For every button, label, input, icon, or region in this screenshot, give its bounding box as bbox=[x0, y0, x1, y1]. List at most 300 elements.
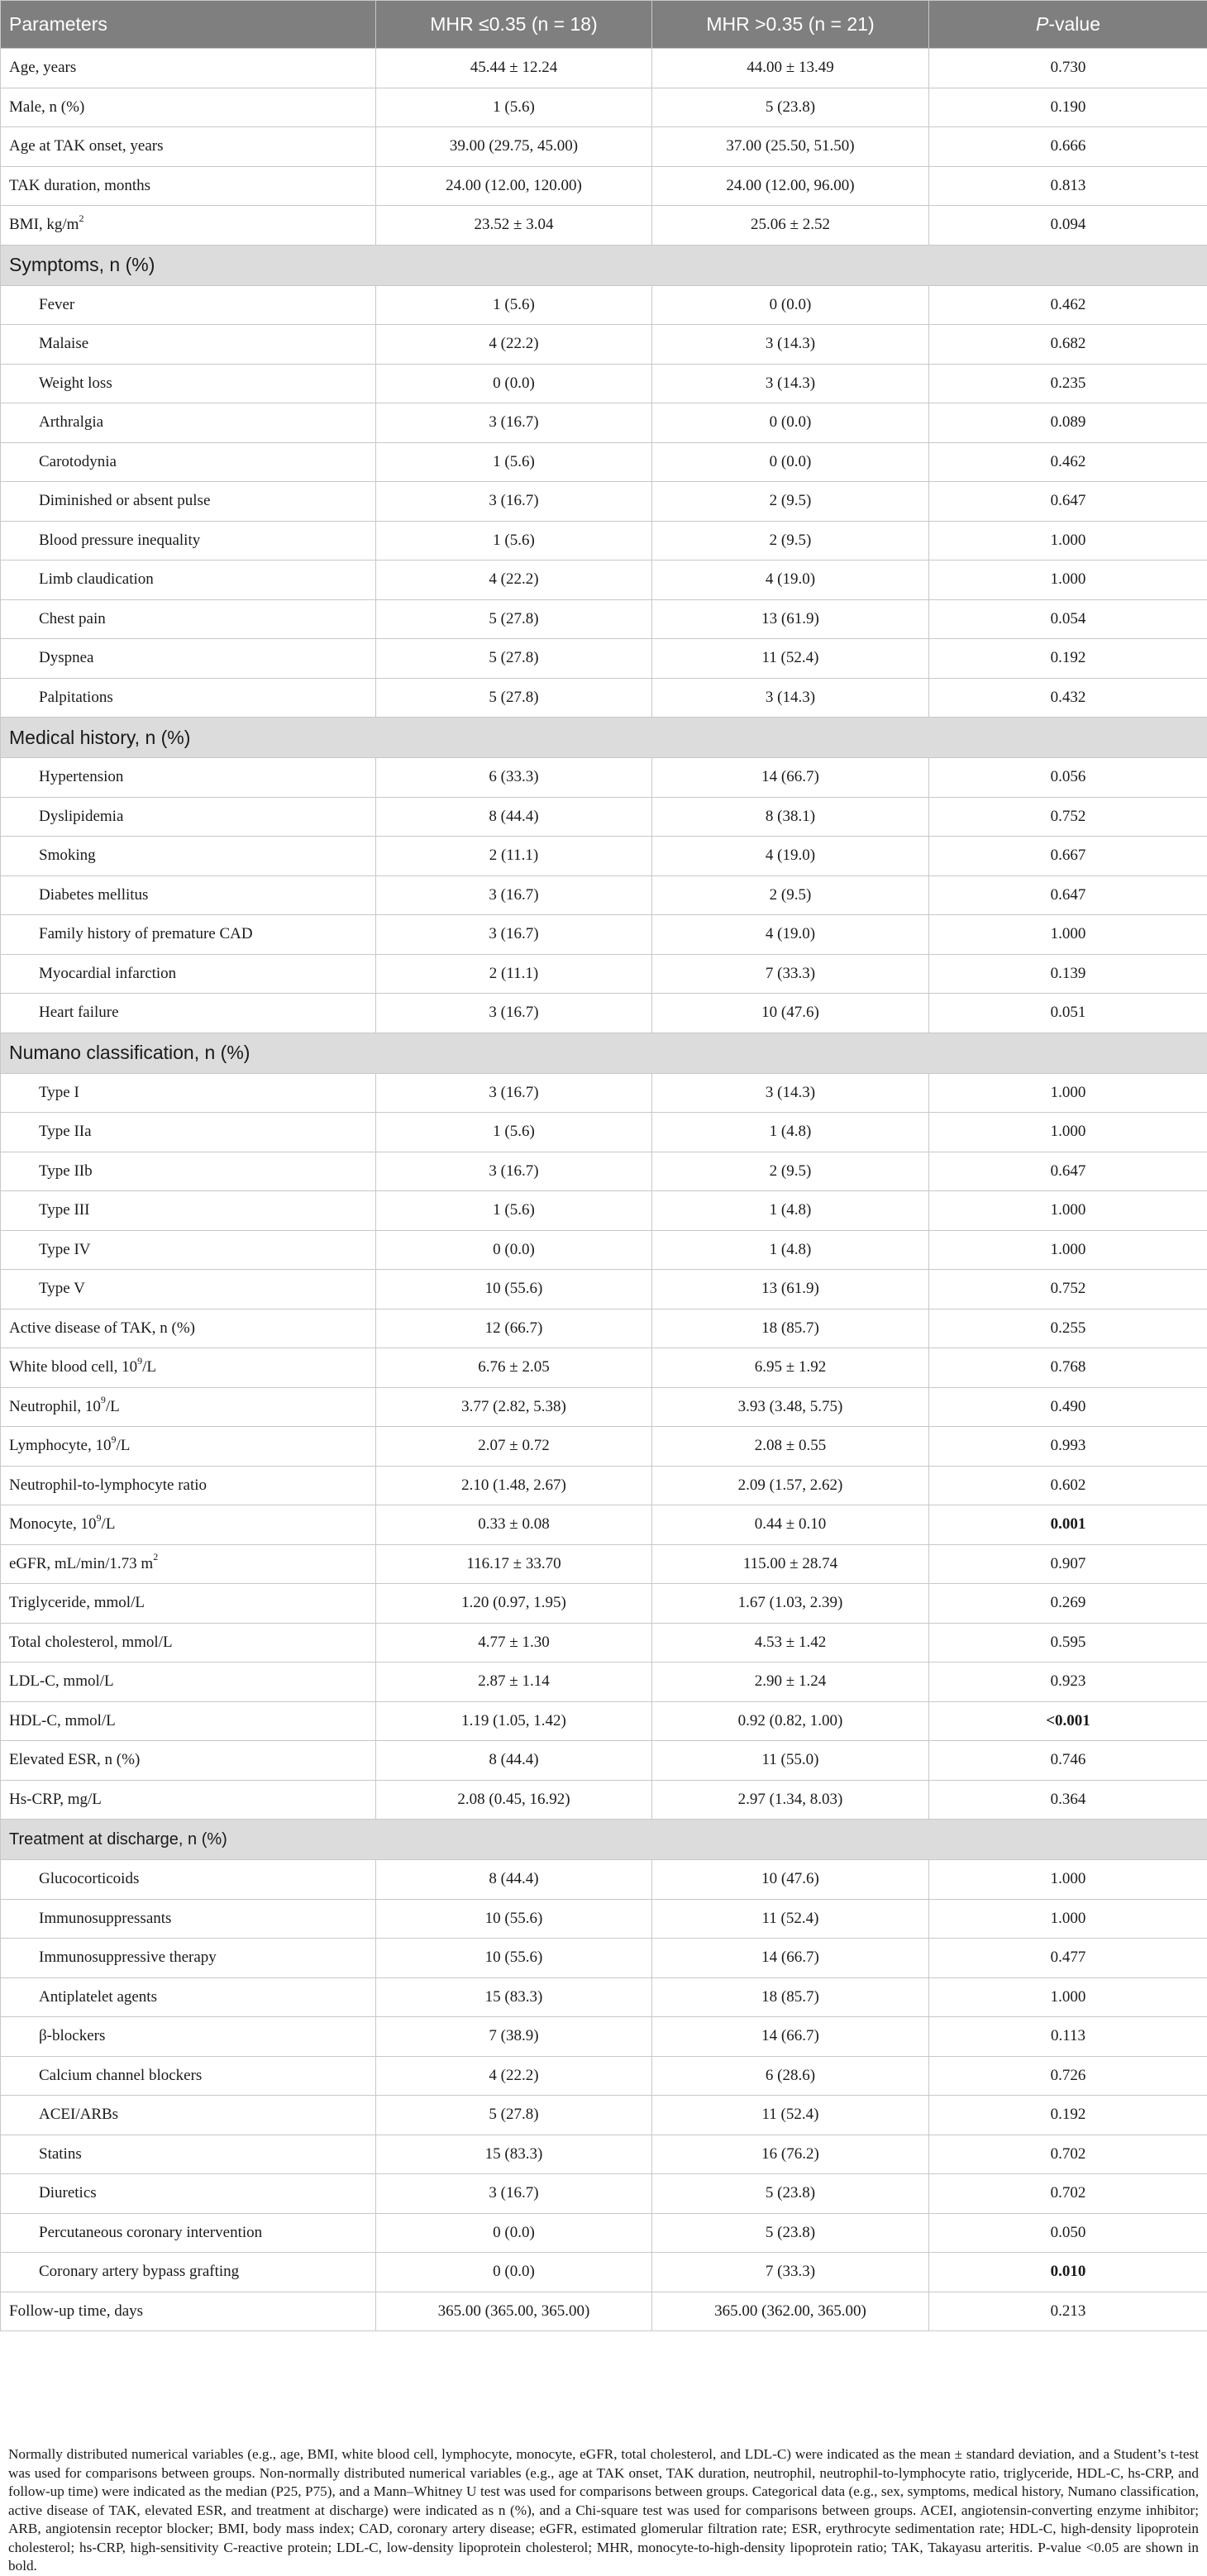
cell-mhr-low: 24.00 (12.00, 120.00) bbox=[376, 166, 652, 206]
table-row bbox=[1, 1701, 1207, 1741]
row-label bbox=[1, 994, 376, 1033]
row-label-text: Type III bbox=[39, 1201, 89, 1219]
cell-mhr-low: 8 (44.4) bbox=[376, 1741, 652, 1781]
cell-mhr-high: 115.00 ± 28.74 bbox=[652, 1544, 929, 1584]
cell-mhr-low: 0.33 ± 0.08 bbox=[376, 1505, 652, 1545]
header-p-italic: P bbox=[1036, 13, 1048, 35]
row-label bbox=[1, 1662, 376, 1702]
cell-p-value: 0.235 bbox=[929, 364, 1207, 403]
cell-mhr-high: 14 (66.7) bbox=[652, 758, 929, 798]
row-label-text: Chest pain bbox=[39, 610, 106, 627]
cell-mhr-high: 6 (28.6) bbox=[652, 2056, 929, 2096]
cell-mhr-high: 13 (61.9) bbox=[652, 1270, 929, 1309]
row-label bbox=[1, 521, 376, 561]
row-label-suffix: /L bbox=[116, 1437, 130, 1454]
cell-p-value: 0.462 bbox=[929, 442, 1207, 482]
table-row bbox=[1, 875, 1207, 915]
table-row bbox=[1, 206, 1207, 246]
cell-p-value: 0.089 bbox=[929, 403, 1207, 443]
row-label bbox=[1, 1073, 376, 1113]
table-row bbox=[1, 1270, 1207, 1309]
cell-mhr-low: 3 (16.7) bbox=[376, 1152, 652, 1191]
cell-mhr-high: 0.44 ± 0.10 bbox=[652, 1505, 929, 1545]
row-label bbox=[1, 2096, 376, 2135]
cell-mhr-high: 11 (52.4) bbox=[652, 639, 929, 679]
table-row bbox=[1, 1152, 1207, 1191]
cell-p-value: 0.682 bbox=[929, 325, 1207, 365]
row-label bbox=[1, 954, 376, 994]
row-label-superscript: 9 bbox=[137, 1355, 142, 1367]
row-label-text: Arthralgia bbox=[39, 413, 103, 431]
cell-p-value: 0.192 bbox=[929, 2096, 1207, 2135]
table-footnote: Normally distributed numerical variables (e.g., age, BMI, white blood cell, lymphocyte, monocyte, eGFR, total cholesterol, and LDL-C) were indicated as the mean ± standard deviation, and a Student’s t-test was used for comparisons between groups. Non-normally distributed numerical variables (e.g., age at TAK onset, TAK duration, neutrophil, neutrophil-to-lymphocyte ratio, triglyceride, HDL-C, hs-CRP, and follow-up time) were indicated as the median (P25, P75), and a Mann–Whitney U test was used for comparisons between groups. Categorical data (e.g., sex, symptoms, medical history, Numano classification, active disease of TAK, elevated ESR, and treatment at discharge) were indicated as n (%), and a Chi-square test was used for comparisons between groups. ACEI, angiotensin-converting enzyme inhibitor; ARB, angiotensin receptor blocker; BMI, body mass index; CAD, coronary artery disease; eGFR, estimated glomerular filtration rate; ESR, erythrocyte sedimentation rate; HDL-C, high-density lipoprotein cholesterol; hs-CRP, high-sensitivity C-reactive protein; LDL-C, low-density lipoprotein cholesterol; MHR, monocyte-to-high-density lipoprotein ratio; TAK, Takayasu arteritis. P-value <0.05 are shown in bold. bbox=[8, 2445, 1199, 2576]
cell-p-value: 1.000 bbox=[929, 1860, 1207, 1900]
cell-mhr-high: 18 (85.7) bbox=[652, 1309, 929, 1348]
row-label-text: Dyslipidemia bbox=[39, 808, 123, 825]
table-row bbox=[1, 994, 1207, 1033]
row-label bbox=[1, 2017, 376, 2057]
row-label-text: Weight loss bbox=[39, 374, 112, 392]
table-row bbox=[1, 2253, 1207, 2292]
row-label-text: Lymphocyte, 10 bbox=[9, 1437, 111, 1454]
cell-p-value: 0.056 bbox=[929, 758, 1207, 798]
cell-mhr-low: 7 (38.9) bbox=[376, 2017, 652, 2057]
table-row bbox=[1, 1466, 1207, 1505]
row-label-text: Fever bbox=[39, 296, 74, 313]
row-label-text: Antiplatelet agents bbox=[39, 1988, 157, 2006]
table-row bbox=[1, 325, 1207, 365]
cell-p-value: 1.000 bbox=[929, 1073, 1207, 1113]
cell-p-value: 0.113 bbox=[929, 2017, 1207, 2057]
row-label-text: Myocardial infarction bbox=[39, 965, 176, 982]
row-label-text: β-blockers bbox=[39, 2027, 105, 2044]
table-row bbox=[1, 1977, 1207, 2017]
cell-p-value: 0.192 bbox=[929, 639, 1207, 679]
cell-mhr-high: 3.93 (3.48, 5.75) bbox=[652, 1387, 929, 1427]
cell-mhr-low: 0 (0.0) bbox=[376, 2253, 652, 2292]
cell-mhr-low: 1 (5.6) bbox=[376, 285, 652, 325]
cell-mhr-low: 3 (16.7) bbox=[376, 994, 652, 1033]
row-label bbox=[1, 2292, 376, 2331]
cell-p-value: 1.000 bbox=[929, 521, 1207, 561]
row-label bbox=[1, 599, 376, 639]
cell-mhr-high: 2 (9.5) bbox=[652, 482, 929, 522]
cell-mhr-low: 45.44 ± 12.24 bbox=[376, 49, 652, 88]
cell-p-value: 1.000 bbox=[929, 915, 1207, 955]
row-label bbox=[1, 1387, 376, 1427]
row-label-superscript: 9 bbox=[97, 1512, 102, 1524]
section-header-row bbox=[1, 1033, 1207, 1073]
cell-mhr-high: 4 (19.0) bbox=[652, 561, 929, 600]
cell-p-value: 0.602 bbox=[929, 1466, 1207, 1505]
cell-mhr-low: 3 (16.7) bbox=[376, 875, 652, 915]
table-row bbox=[1, 1113, 1207, 1152]
cell-p-value: 0.595 bbox=[929, 1623, 1207, 1662]
row-label-superscript: 9 bbox=[101, 1394, 106, 1405]
cell-mhr-low: 4.77 ± 1.30 bbox=[376, 1623, 652, 1662]
row-label-superscript: 2 bbox=[153, 1551, 158, 1562]
row-label-superscript: 9 bbox=[111, 1433, 116, 1445]
cell-mhr-low: 0 (0.0) bbox=[376, 2213, 652, 2253]
cell-mhr-low: 3 (16.7) bbox=[376, 403, 652, 443]
cell-mhr-low: 10 (55.6) bbox=[376, 1899, 652, 1939]
row-label bbox=[1, 1348, 376, 1388]
cell-mhr-low: 1.20 (0.97, 1.95) bbox=[376, 1584, 652, 1624]
cell-mhr-low: 5 (27.8) bbox=[376, 639, 652, 679]
row-label bbox=[1, 2135, 376, 2174]
cell-p-value: 0.666 bbox=[929, 127, 1207, 167]
cell-p-value: 0.752 bbox=[929, 1270, 1207, 1309]
cell-mhr-high: 18 (85.7) bbox=[652, 1977, 929, 2017]
cell-p-value: 0.001 bbox=[929, 1505, 1207, 1545]
row-label-text: Statins bbox=[39, 2145, 82, 2163]
row-label bbox=[1, 1191, 376, 1231]
cell-mhr-low: 2 (11.1) bbox=[376, 837, 652, 876]
row-label-text: Diminished or absent pulse bbox=[39, 492, 210, 509]
row-label-text: eGFR, mL/min/1.73 m bbox=[9, 1555, 153, 1572]
table-row bbox=[1, 2096, 1207, 2135]
cell-p-value: 0.477 bbox=[929, 1939, 1207, 1978]
cell-p-value: 1.000 bbox=[929, 561, 1207, 600]
row-label bbox=[1, 166, 376, 206]
table-row bbox=[1, 758, 1207, 798]
row-label bbox=[1, 797, 376, 837]
cell-p-value: 0.768 bbox=[929, 1348, 1207, 1388]
row-label-text: Immunosuppressive therapy bbox=[39, 1949, 217, 1966]
row-label-text: TAK duration, months bbox=[9, 177, 150, 194]
cell-p-value: 1.000 bbox=[929, 1899, 1207, 1939]
table-row bbox=[1, 127, 1207, 167]
table-row bbox=[1, 442, 1207, 482]
section-title: Symptoms, n (%) bbox=[1, 245, 1207, 285]
cell-p-value: 0.667 bbox=[929, 837, 1207, 876]
table-row bbox=[1, 482, 1207, 522]
row-label-text: Neutrophil, 10 bbox=[9, 1398, 101, 1415]
cell-p-value: 0.746 bbox=[929, 1741, 1207, 1781]
cell-mhr-low: 116.17 ± 33.70 bbox=[376, 1544, 652, 1584]
row-label-text: Palpitations bbox=[39, 689, 113, 706]
table-row bbox=[1, 599, 1207, 639]
row-label bbox=[1, 325, 376, 365]
row-label-text: Age at TAK onset, years bbox=[9, 137, 164, 155]
cell-p-value: 0.993 bbox=[929, 1427, 1207, 1467]
section-title: Numano classification, n (%) bbox=[1, 1033, 1207, 1073]
cell-mhr-low: 3 (16.7) bbox=[376, 915, 652, 955]
section-title: Treatment at discharge, n (%) bbox=[1, 1820, 1207, 1860]
row-label bbox=[1, 1623, 376, 1662]
row-label-text: Limb claudication bbox=[39, 570, 154, 588]
cell-mhr-high: 3 (14.3) bbox=[652, 364, 929, 403]
cell-mhr-low: 8 (44.4) bbox=[376, 797, 652, 837]
row-label bbox=[1, 206, 376, 246]
row-label bbox=[1, 482, 376, 522]
row-label-text: Immunosuppressants bbox=[39, 1910, 171, 1927]
table-row bbox=[1, 1860, 1207, 1900]
cell-mhr-high: 5 (23.8) bbox=[652, 2213, 929, 2253]
row-label bbox=[1, 285, 376, 325]
table-row bbox=[1, 915, 1207, 955]
row-label bbox=[1, 1860, 376, 1900]
table-row bbox=[1, 2292, 1207, 2331]
row-label-text: ACEI/ARBs bbox=[39, 2106, 118, 2123]
section-title: Medical history, n (%) bbox=[1, 718, 1207, 758]
cell-mhr-high: 1.67 (1.03, 2.39) bbox=[652, 1584, 929, 1624]
table-row bbox=[1, 1427, 1207, 1467]
cell-mhr-high: 3 (14.3) bbox=[652, 325, 929, 365]
cell-mhr-low: 12 (66.7) bbox=[376, 1309, 652, 1348]
row-label-text: White blood cell, 10 bbox=[9, 1358, 137, 1376]
cell-p-value: 0.432 bbox=[929, 678, 1207, 718]
cell-mhr-high: 16 (76.2) bbox=[652, 2135, 929, 2174]
cell-p-value: 0.213 bbox=[929, 2292, 1207, 2331]
cell-mhr-low: 365.00 (365.00, 365.00) bbox=[376, 2292, 652, 2331]
header-p-value bbox=[929, 1, 1207, 49]
table-row bbox=[1, 1662, 1207, 1702]
cell-p-value: 0.094 bbox=[929, 206, 1207, 246]
row-label bbox=[1, 1230, 376, 1270]
row-label-text: Calcium channel blockers bbox=[39, 2067, 202, 2084]
cell-mhr-low: 10 (55.6) bbox=[376, 1270, 652, 1309]
row-label bbox=[1, 1427, 376, 1467]
row-label bbox=[1, 1584, 376, 1624]
table-row bbox=[1, 1309, 1207, 1348]
cell-mhr-low: 10 (55.6) bbox=[376, 1939, 652, 1978]
cell-mhr-high: 7 (33.3) bbox=[652, 954, 929, 994]
cell-mhr-high: 14 (66.7) bbox=[652, 2017, 929, 2057]
cell-mhr-high: 4 (19.0) bbox=[652, 837, 929, 876]
cell-p-value: 0.190 bbox=[929, 88, 1207, 127]
row-label bbox=[1, 1741, 376, 1781]
cell-mhr-low: 0 (0.0) bbox=[376, 1230, 652, 1270]
cell-mhr-low: 23.52 ± 3.04 bbox=[376, 206, 652, 246]
table-row bbox=[1, 1939, 1207, 1978]
cell-p-value: 0.726 bbox=[929, 2056, 1207, 2096]
cell-mhr-high: 14 (66.7) bbox=[652, 1939, 929, 1978]
cell-p-value: 0.730 bbox=[929, 49, 1207, 88]
cell-mhr-high: 2 (9.5) bbox=[652, 875, 929, 915]
row-label-text: Blood pressure inequality bbox=[39, 532, 200, 549]
cell-p-value: <0.001 bbox=[929, 1701, 1207, 1741]
cell-mhr-low: 3 (16.7) bbox=[376, 1073, 652, 1113]
row-label-text: Percutaneous coronary intervention bbox=[39, 2224, 262, 2241]
table-header-row bbox=[1, 1, 1207, 49]
row-label bbox=[1, 1309, 376, 1348]
cell-mhr-high: 1 (4.8) bbox=[652, 1113, 929, 1152]
cell-mhr-high: 24.00 (12.00, 96.00) bbox=[652, 166, 929, 206]
cell-mhr-low: 0 (0.0) bbox=[376, 364, 652, 403]
row-label-text: Diuretics bbox=[39, 2184, 97, 2202]
cell-mhr-low: 6 (33.3) bbox=[376, 758, 652, 798]
cell-mhr-low: 3 (16.7) bbox=[376, 482, 652, 522]
cell-p-value: 1.000 bbox=[929, 1113, 1207, 1152]
cell-p-value: 0.364 bbox=[929, 1780, 1207, 1820]
cell-mhr-low: 2.07 ± 0.72 bbox=[376, 1427, 652, 1467]
row-label-text: Type IIa bbox=[39, 1123, 92, 1140]
cell-mhr-low: 4 (22.2) bbox=[376, 2056, 652, 2096]
section-header-row bbox=[1, 1820, 1207, 1860]
cell-mhr-low: 1 (5.6) bbox=[376, 442, 652, 482]
row-label-text: Neutrophil-to-lymphocyte ratio bbox=[9, 1476, 207, 1494]
row-label bbox=[1, 403, 376, 443]
cell-mhr-low: 1 (5.6) bbox=[376, 521, 652, 561]
header-mhr-high: MHR >0.35 (n = 21) bbox=[652, 1, 929, 49]
row-label bbox=[1, 1939, 376, 1978]
cell-p-value: 0.702 bbox=[929, 2135, 1207, 2174]
cell-mhr-high: 25.06 ± 2.52 bbox=[652, 206, 929, 246]
row-label bbox=[1, 915, 376, 955]
cell-mhr-high: 365.00 (362.00, 365.00) bbox=[652, 2292, 929, 2331]
row-label-text: Monocyte, 10 bbox=[9, 1515, 97, 1533]
row-label bbox=[1, 561, 376, 600]
row-label-text: Hs-CRP, mg/L bbox=[9, 1791, 102, 1808]
cell-mhr-high: 8 (38.1) bbox=[652, 797, 929, 837]
cell-p-value: 0.050 bbox=[929, 2213, 1207, 2253]
row-label-suffix: /L bbox=[102, 1515, 116, 1533]
cell-mhr-high: 4 (19.0) bbox=[652, 915, 929, 955]
cell-p-value: 0.813 bbox=[929, 166, 1207, 206]
cell-mhr-low: 15 (83.3) bbox=[376, 1977, 652, 2017]
table-row bbox=[1, 1899, 1207, 1939]
cell-mhr-low: 1.19 (1.05, 1.42) bbox=[376, 1701, 652, 1741]
cell-mhr-high: 2.09 (1.57, 2.62) bbox=[652, 1466, 929, 1505]
row-label-text: Smoking bbox=[39, 847, 96, 864]
cell-mhr-high: 1 (4.8) bbox=[652, 1230, 929, 1270]
table-row bbox=[1, 364, 1207, 403]
row-label bbox=[1, 1505, 376, 1545]
row-label-text: Triglyceride, mmol/L bbox=[9, 1594, 145, 1611]
row-label bbox=[1, 49, 376, 88]
cell-p-value: 1.000 bbox=[929, 1977, 1207, 2017]
table-row bbox=[1, 1623, 1207, 1662]
table-row bbox=[1, 678, 1207, 718]
cell-mhr-low: 15 (83.3) bbox=[376, 2135, 652, 2174]
row-label-text: Diabetes mellitus bbox=[39, 886, 148, 904]
table-body bbox=[1, 49, 1207, 2331]
cell-mhr-low: 4 (22.2) bbox=[376, 325, 652, 365]
table-row bbox=[1, 1741, 1207, 1781]
row-label-text: Carotodynia bbox=[39, 453, 117, 470]
cell-p-value: 0.907 bbox=[929, 1544, 1207, 1584]
table-row bbox=[1, 521, 1207, 561]
cell-mhr-low: 3 (16.7) bbox=[376, 2174, 652, 2214]
cell-p-value: 0.490 bbox=[929, 1387, 1207, 1427]
table-row bbox=[1, 1544, 1207, 1584]
table-row bbox=[1, 49, 1207, 88]
row-label-text: Hypertension bbox=[39, 768, 123, 785]
row-label-suffix: /L bbox=[106, 1398, 120, 1415]
row-label bbox=[1, 678, 376, 718]
table-row bbox=[1, 2017, 1207, 2057]
row-label bbox=[1, 1113, 376, 1152]
cell-mhr-high: 2.08 ± 0.55 bbox=[652, 1427, 929, 1467]
cell-mhr-low: 2.08 (0.45, 16.92) bbox=[376, 1780, 652, 1820]
table-row bbox=[1, 2056, 1207, 2096]
header-mhr-low: MHR ≤0.35 (n = 18) bbox=[376, 1, 652, 49]
row-label-text: Malaise bbox=[39, 335, 88, 352]
row-label bbox=[1, 1701, 376, 1741]
table-row bbox=[1, 1387, 1207, 1427]
section-header-row bbox=[1, 718, 1207, 758]
cell-mhr-high: 7 (33.3) bbox=[652, 2253, 929, 2292]
cell-mhr-high: 2 (9.5) bbox=[652, 1152, 929, 1191]
cell-mhr-high: 2 (9.5) bbox=[652, 521, 929, 561]
table-row bbox=[1, 1073, 1207, 1113]
table-row bbox=[1, 1584, 1207, 1624]
cell-mhr-high: 2.97 (1.34, 8.03) bbox=[652, 1780, 929, 1820]
cell-p-value: 0.647 bbox=[929, 482, 1207, 522]
cell-mhr-high: 11 (52.4) bbox=[652, 2096, 929, 2135]
row-label bbox=[1, 1544, 376, 1584]
cell-mhr-low: 39.00 (29.75, 45.00) bbox=[376, 127, 652, 167]
row-label-text: HDL-C, mmol/L bbox=[9, 1712, 116, 1729]
row-label-text: Age, years bbox=[9, 59, 76, 76]
table-row bbox=[1, 285, 1207, 325]
row-label-text: LDL-C, mmol/L bbox=[9, 1672, 114, 1690]
cell-mhr-high: 6.95 ± 1.92 bbox=[652, 1348, 929, 1388]
table-row bbox=[1, 639, 1207, 679]
cell-mhr-low: 2.10 (1.48, 2.67) bbox=[376, 1466, 652, 1505]
table-row bbox=[1, 1780, 1207, 1820]
row-label-text: Follow-up time, days bbox=[9, 2302, 143, 2320]
header-p-rest: -value bbox=[1048, 13, 1100, 35]
cell-mhr-low: 6.76 ± 2.05 bbox=[376, 1348, 652, 1388]
cell-mhr-high: 5 (23.8) bbox=[652, 2174, 929, 2214]
row-label-text: Male, n (%) bbox=[9, 98, 84, 116]
cell-mhr-low: 5 (27.8) bbox=[376, 678, 652, 718]
table-row bbox=[1, 88, 1207, 127]
row-label bbox=[1, 1270, 376, 1309]
row-label-text: Elevated ESR, n (%) bbox=[9, 1751, 140, 1768]
row-label-text: Family history of premature CAD bbox=[39, 925, 253, 942]
row-label bbox=[1, 1899, 376, 1939]
cell-p-value: 0.010 bbox=[929, 2253, 1207, 2292]
cell-p-value: 1.000 bbox=[929, 1191, 1207, 1231]
cell-mhr-high: 3 (14.3) bbox=[652, 1073, 929, 1113]
cell-mhr-high: 11 (52.4) bbox=[652, 1899, 929, 1939]
row-label bbox=[1, 639, 376, 679]
row-label-text: Heart failure bbox=[39, 1004, 119, 1021]
row-label bbox=[1, 442, 376, 482]
row-label-text: Type I bbox=[39, 1084, 79, 1101]
cell-mhr-high: 0 (0.0) bbox=[652, 285, 929, 325]
row-label bbox=[1, 2213, 376, 2253]
row-label-text: Type IV bbox=[39, 1241, 91, 1258]
cell-p-value: 0.647 bbox=[929, 1152, 1207, 1191]
table-row bbox=[1, 2135, 1207, 2174]
row-label bbox=[1, 127, 376, 167]
cell-mhr-high: 13 (61.9) bbox=[652, 599, 929, 639]
cell-p-value: 0.255 bbox=[929, 1309, 1207, 1348]
row-label bbox=[1, 364, 376, 403]
cell-mhr-high: 3 (14.3) bbox=[652, 678, 929, 718]
cell-p-value: 1.000 bbox=[929, 1230, 1207, 1270]
header-parameters: Parameters bbox=[1, 1, 376, 49]
row-label-text: Type V bbox=[39, 1280, 85, 1297]
table-row bbox=[1, 954, 1207, 994]
row-label-text: Active disease of TAK, n (%) bbox=[9, 1319, 195, 1337]
cell-mhr-high: 0 (0.0) bbox=[652, 442, 929, 482]
cell-mhr-low: 2 (11.1) bbox=[376, 954, 652, 994]
cell-mhr-high: 0 (0.0) bbox=[652, 403, 929, 443]
cell-mhr-low: 3.77 (2.82, 5.38) bbox=[376, 1387, 652, 1427]
table-row bbox=[1, 561, 1207, 600]
cell-mhr-low: 5 (27.8) bbox=[376, 599, 652, 639]
cell-mhr-high: 44.00 ± 13.49 bbox=[652, 49, 929, 88]
cell-mhr-low: 1 (5.6) bbox=[376, 1113, 652, 1152]
cell-mhr-low: 2.87 ± 1.14 bbox=[376, 1662, 652, 1702]
table-row bbox=[1, 2213, 1207, 2253]
cell-mhr-high: 11 (55.0) bbox=[652, 1741, 929, 1781]
